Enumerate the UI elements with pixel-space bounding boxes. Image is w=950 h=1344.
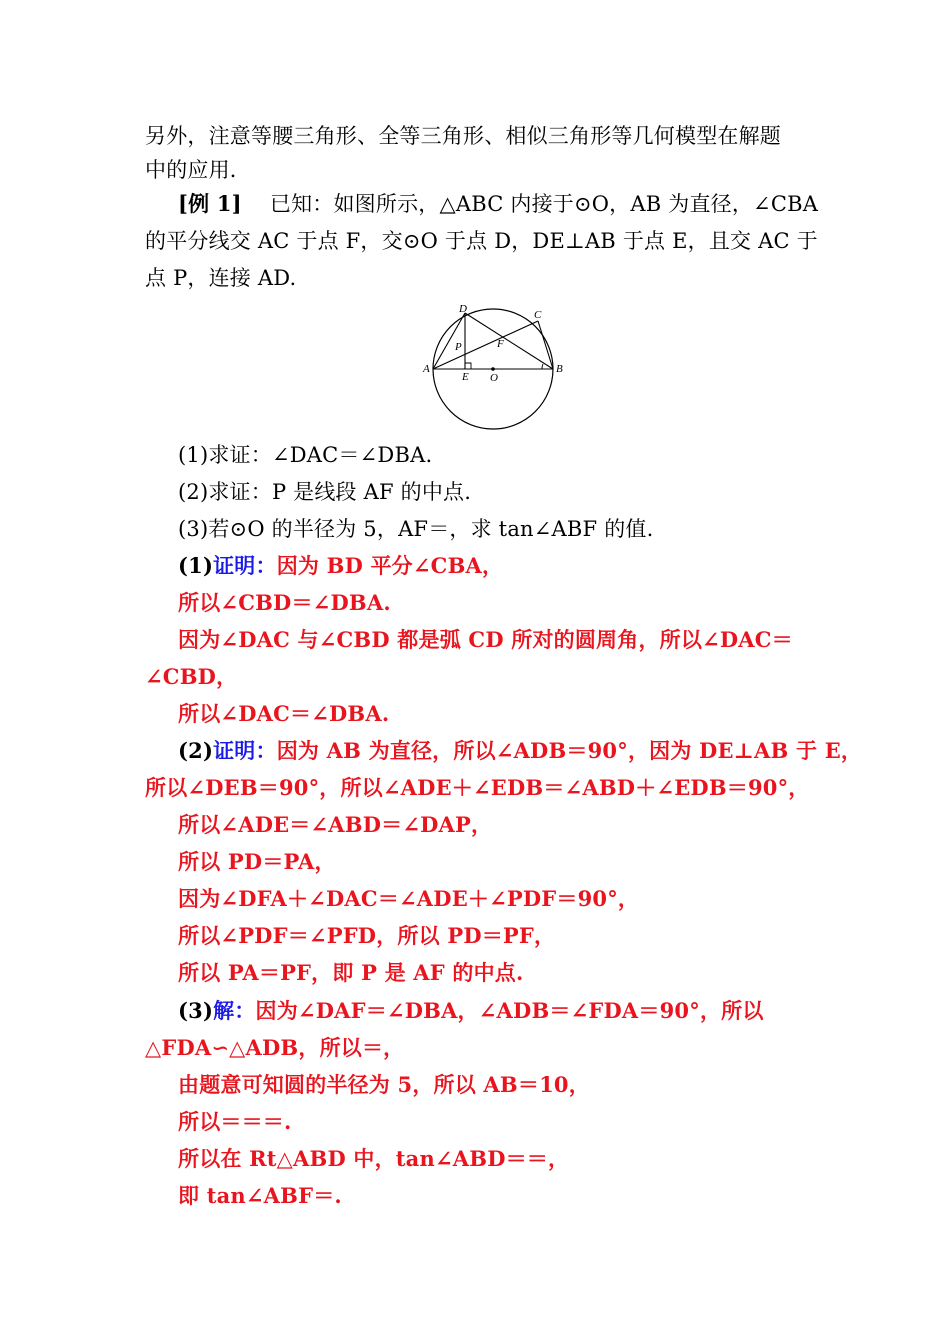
- geometry-figure: [416, 301, 576, 433]
- example-text-1: 已知：如图所示，△ABC 内接于⊙O，AB 为直径，∠CBA: [248, 192, 819, 216]
- answer-1-line-3: 因为∠DAC 与∠CBD 都是弧 CD 所对的圆周角，所以∠DAC＝: [178, 627, 793, 652]
- answer-3-text-1: 因为∠DAF＝∠DBA，∠ADB＝∠FDA＝90°，所以: [255, 998, 764, 1023]
- center-point: [491, 367, 495, 371]
- label-a: A: [423, 363, 430, 375]
- answer-3-number: (3): [178, 998, 214, 1023]
- label-c: C: [534, 309, 542, 321]
- answer-3-line-1: [178, 996, 764, 1026]
- example-line-1: [178, 189, 818, 219]
- question-3: (3)若⊙O 的半径为 5，AF＝，求 tan∠ABF 的值.: [178, 517, 654, 541]
- answer-2-number: (2): [178, 738, 214, 763]
- question-2: (2)求证：P 是线段 AF 的中点.: [178, 480, 472, 504]
- answer-3-tag: 解：: [213, 998, 256, 1023]
- answer-2-text-1: 因为 AB 为直径，所以∠ADB＝90°，因为 DE⊥AB 于 E，: [276, 738, 863, 763]
- answer-2-tag: 证明：: [213, 738, 277, 763]
- example-line-2: 的平分线交 AC 于点 F，交⊙O 于点 D，DE⊥AB 于点 E，且交 AC 于: [145, 229, 818, 253]
- answer-1-tag: 证明：: [213, 553, 277, 578]
- answer-1-text-1: 因为 BD 平分∠CBA，: [276, 553, 504, 578]
- answer-2-line-1: [178, 736, 862, 766]
- label-b: B: [556, 363, 563, 375]
- answer-2-line-2: 所以∠DEB＝90°，所以∠ADE＋∠EDB＝∠ABD＋∠EDB＝90°，: [145, 775, 810, 800]
- intro-line-2: 中的应用．: [145, 158, 251, 182]
- answer-2-line-3: 所以∠ADE＝∠ABD＝∠DAP，: [178, 812, 493, 837]
- example-line-3: 点 P，连接 AD.: [145, 266, 297, 290]
- question-1: (1)求证：∠DAC＝∠DBA.: [178, 443, 433, 467]
- answer-3-line-5: 所以在 Rt△ABD 中，tan∠ABD＝＝，: [178, 1146, 570, 1171]
- label-e: E: [462, 371, 469, 383]
- label-o: O: [490, 372, 498, 384]
- intro-line-1: 另外，注意等腰三角形、全等三角形、相似三角形等几何模型在解题: [145, 124, 781, 148]
- angle-arc-b: [542, 364, 543, 369]
- answer-2-line-4: 所以 PD＝PA，: [178, 849, 336, 874]
- label-f: F: [497, 338, 504, 350]
- answer-3-line-2: △FDA∽△ADB，所以＝，: [145, 1035, 405, 1060]
- answer-3-line-3: 由题意可知圆的半径为 5，所以 AB＝10，: [178, 1072, 590, 1097]
- answer-2-line-7: 所以 PA＝PF，即 P 是 AF 的中点.: [178, 960, 524, 985]
- answer-1-number: (1): [178, 553, 214, 578]
- answer-1-line-4: ∠CBD，: [145, 664, 238, 689]
- label-d: D: [459, 303, 467, 315]
- example-label: [例 1]: [178, 191, 242, 216]
- right-angle-mark: [465, 363, 471, 369]
- answer-3-line-4: 所以＝＝＝.: [178, 1109, 292, 1134]
- answer-1-line-5: 所以∠DAC＝∠DBA.: [178, 701, 390, 726]
- segment-cb: [538, 321, 553, 369]
- answer-2-line-6: 所以∠PDF＝∠PFD，所以 PD＝PF，: [178, 923, 556, 948]
- answer-1-line-2: 所以∠CBD＝∠DBA.: [178, 590, 391, 615]
- label-p: P: [455, 341, 462, 353]
- answer-1-line-1: [178, 551, 503, 581]
- segment-db: [465, 313, 553, 369]
- answer-2-line-5: 因为∠DFA＋∠DAC＝∠ADE＋∠PDF＝90°，: [178, 886, 640, 911]
- answer-3-line-6: 即 tan∠ABF＝.: [178, 1183, 342, 1208]
